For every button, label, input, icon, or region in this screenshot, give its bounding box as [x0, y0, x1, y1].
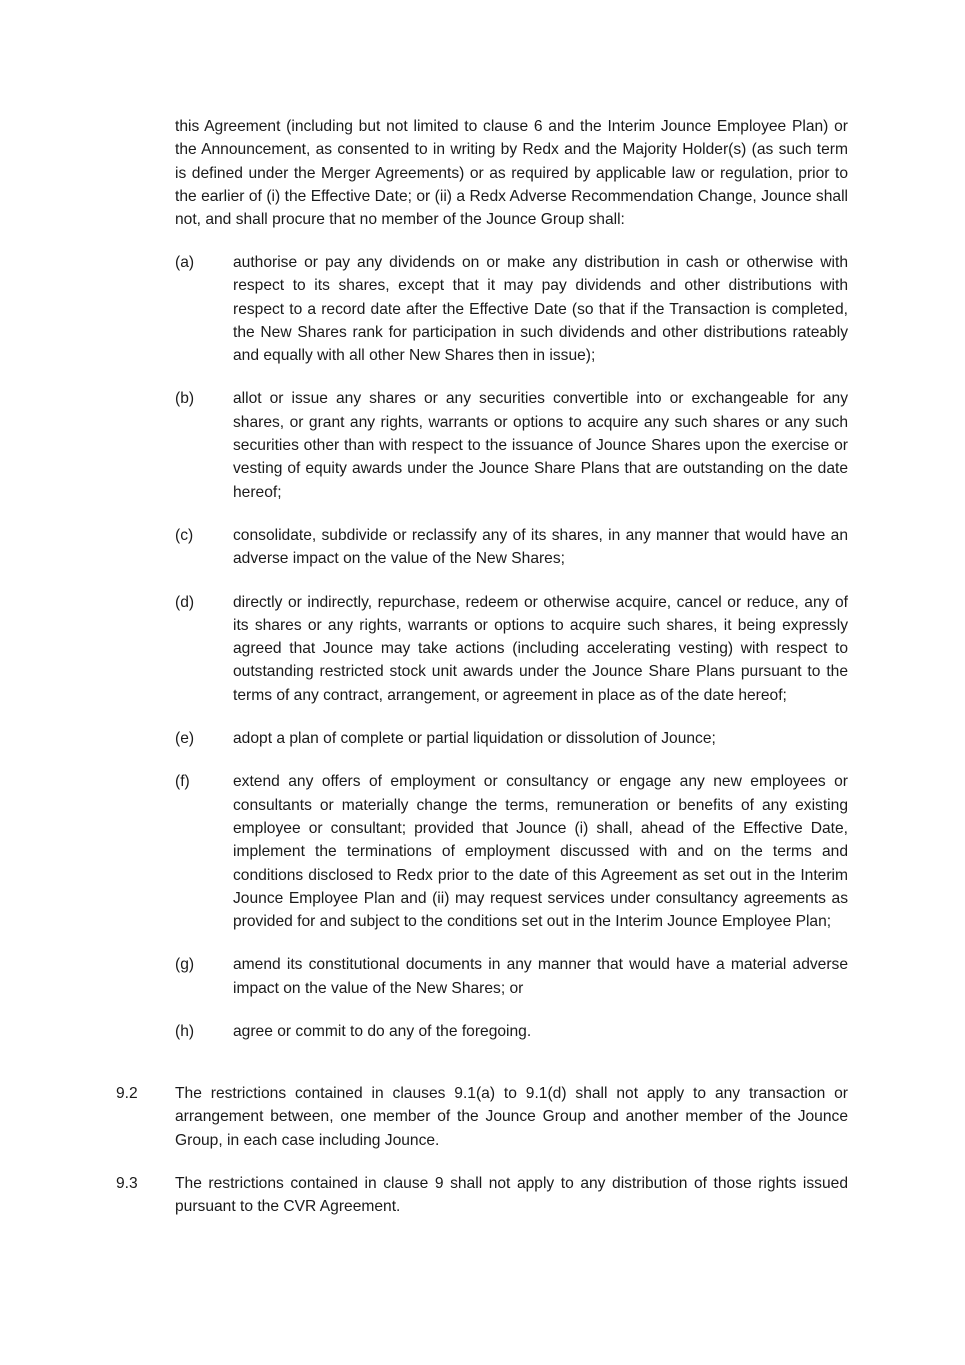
sub-clause-text: amend its constitutional documents in any manner that would have a material adverse impact on the value of the New Shares; or [233, 956, 848, 997]
sub-clause-label: (h) [175, 1023, 195, 1041]
sub-clause-e [175, 727, 848, 750]
sub-clause-label: (a) [175, 254, 195, 271]
sub-clause-h [175, 1020, 848, 1043]
sub-clause-text: extend any offers of employment or consultancy or engage any new employees or consultants or materially change the terms, remuneration or benefits of any existing employee or consultant; provided that Jounce (i) shall, ahead of the Effective Date, implement the terminations of employment discussed with and on the terms and conditions disclosed to Redx prior to the date of this Agreement as set out in the Interim Jounce Employee Plan and (ii) may request services under consultancy agreements as provided for and subject to the conditions set out in the Interim Jounce Employee Plan; [233, 773, 848, 931]
sub-clause-list [175, 251, 848, 1063]
sub-clause-text: consolidate, subdivide or reclassify any of its shares, in any manner that would have an adverse impact on the value of the New Shares; [233, 526, 848, 568]
sub-clause-label: (e) [175, 730, 195, 748]
sub-clause-label: (c) [175, 526, 194, 544]
sub-clause-c [175, 524, 848, 571]
sub-clause-g [175, 953, 848, 1000]
clause-number: 9.3 [116, 1174, 138, 1192]
sub-clause-b [175, 387, 848, 503]
sub-clause-text: allot or issue any shares or any securities convertible into or exchangeable for any shares, or grant any rights, warrants or options to acquire any such shares or any such securities other than with respect to the issuance of Jounce Shares upon the exercise or vesting of equity awards under the Jounce Share Plans that are outstanding on the date hereof; [233, 390, 848, 501]
clause-text: The restrictions contained in clauses 9.1(a) to 9.1(d) shall not apply to any transaction or arrangement between, one member of the Jounce Group and another member of the Jounce Group, in each case including Jounce. [175, 1085, 848, 1149]
clause-number: 9.2 [116, 1085, 138, 1102]
sub-clause-text: directly or indirectly, repurchase, redeem or otherwise acquire, cancel or reduce, any of its shares or any rights, warrants or options to acquire such shares, it being expressly agreed that Jounce may take actions (including accelerating vesting) with respect to outstanding restricted stock unit awards under the Jounce Share Plans pursuant to the terms of any contract, arrangement, or agreement in place as of the date hereof; [233, 593, 848, 704]
sub-clause-label: (g) [175, 956, 195, 974]
sub-clause-label: (b) [175, 390, 195, 408]
intro-paragraph: this Agreement (including but not limited to clause 6 and the Interim Jounce Employee Plan) or the Announcement, as consented to in writing by Redx and the Majority Holder(s) (as such term is defined under the Merger Agreements) or as required by applicable law or regulation, prior to the earlier of (i) the Effective Date; or (ii) a Redx Adverse Recommendation Change, Jounce shall not, and shall procure that no member of the Jounce Group shall: [175, 118, 848, 229]
sub-clause-a [175, 251, 848, 367]
clause-list [116, 1082, 848, 1238]
sub-clause-text: adopt a plan of complete or partial liquidation or dissolution of Jounce; [233, 730, 716, 748]
sub-clause-text: authorise or pay any dividends on or make any distribution in cash or otherwise with respect to its shares, except that it may pay dividends and other distributions with respect to a record date after the Effective Date (so that if the Transaction is completed, the New Shares rank for participation in such dividends and other distributions rateably and equally with all other New Shares then in issue); [233, 254, 848, 365]
clause-9-2 [116, 1082, 848, 1152]
sub-clause-label: (f) [175, 773, 190, 791]
clause-text: The restrictions contained in clause 9 shall not apply to any distribution of those rights issued pursuant to the CVR Agreement. [175, 1174, 848, 1216]
sub-clause-f [175, 770, 848, 933]
sub-clause-d [175, 591, 848, 707]
clause-9-3 [116, 1172, 848, 1219]
sub-clause-text: agree or commit to do any of the foregoing. [233, 1023, 532, 1041]
sub-clause-label: (d) [175, 593, 195, 611]
